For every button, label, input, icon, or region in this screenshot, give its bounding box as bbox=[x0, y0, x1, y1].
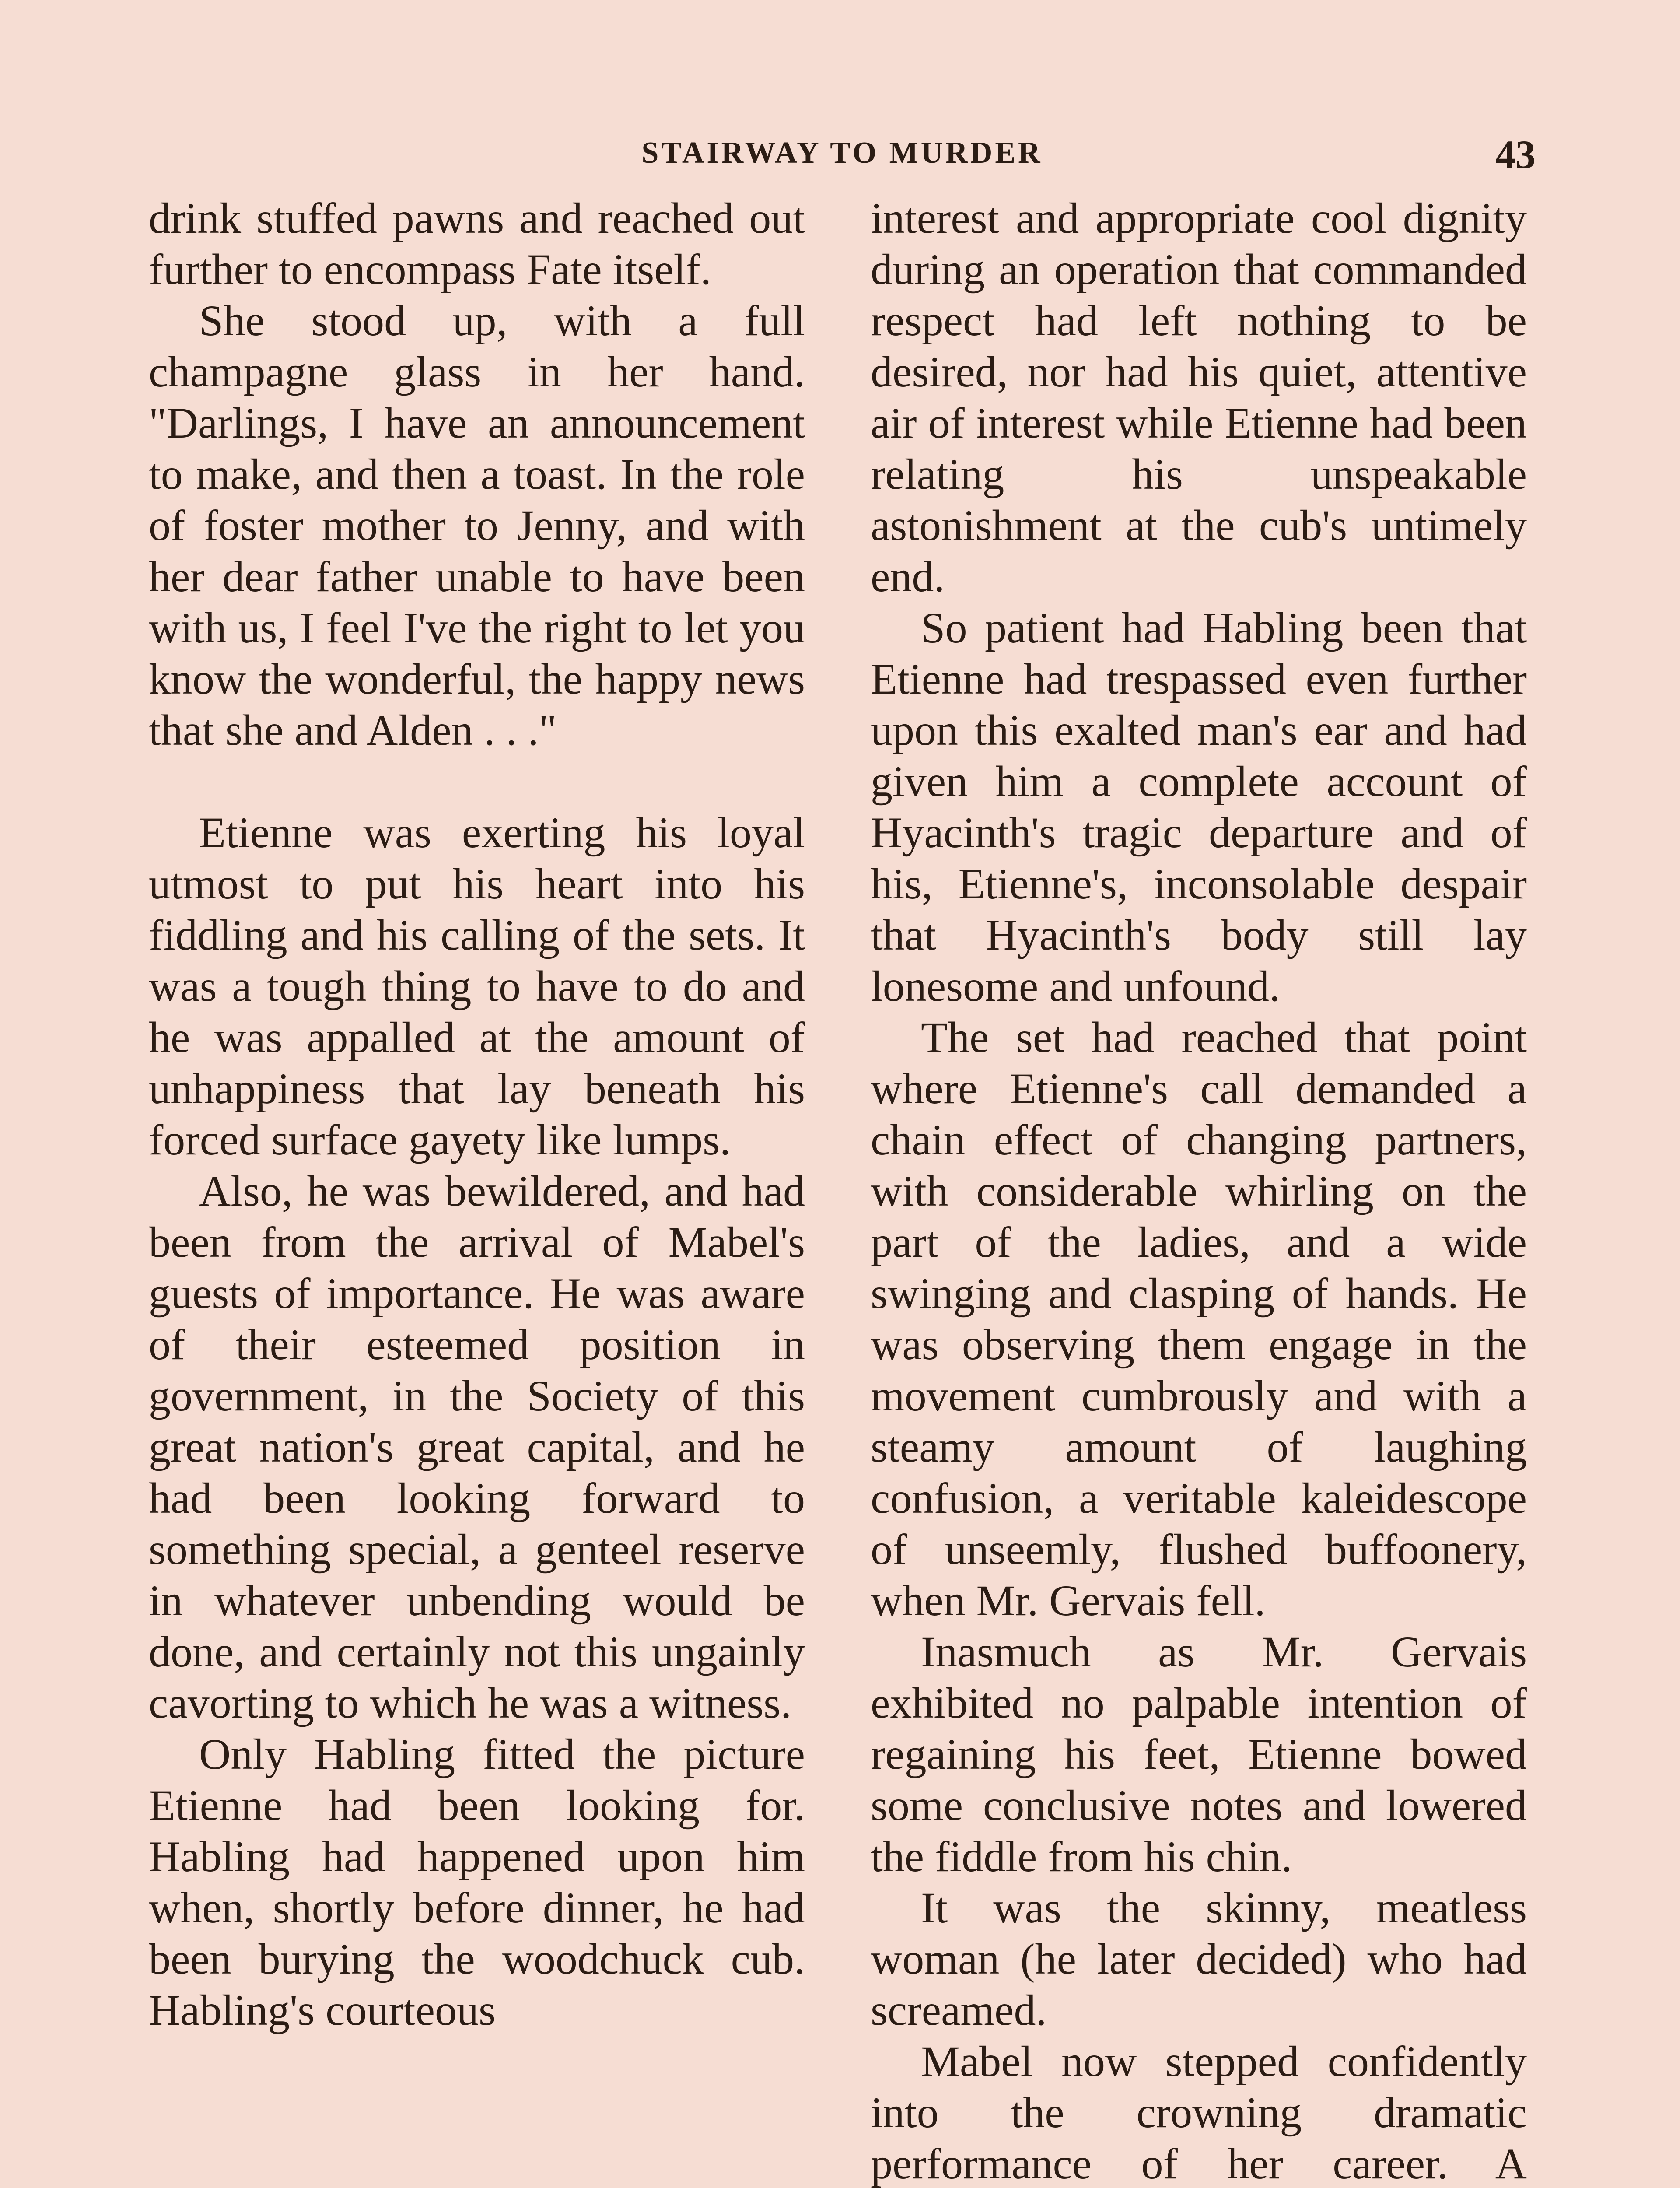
running-title: STAIRWAY TO MURDER bbox=[641, 136, 1043, 170]
paragraph: interest and appropriate cool dignity during an operation that commanded respect had left nothing to be desired, nor had his quiet, attentive air of interest while Etienne had been relating his unspeakable astonishment at the cub's untimely end. bbox=[871, 194, 1527, 601]
right-text-column bbox=[871, 193, 1527, 2188]
page-header bbox=[149, 131, 1536, 179]
paragraph: So patient had Habling been that Etienne had trespassed even further upon this exalted man's ear and had given him a complete account of Hyacinth's tragic departure and of his, Etienne's, inconsolable despair that Hyacinth's body still lay lonesome and unfound. bbox=[871, 603, 1527, 1010]
paragraph: She stood up, with a full champagne glass in her hand. "Darlings, I have an announcement to make, and then a toast. In the role of foster mother to Jenny, and with her dear father unable to have been with us, I feel I've the right to let you know the wonderful, the happy news that she and Alden . . ." bbox=[149, 296, 805, 754]
paragraph: Mabel now stepped confidently into the crowning dramatic performance of her career. A bbox=[871, 2037, 1527, 2188]
paragraph: The set had reached that point where Etienne's call demanded a chain effect of changing partners, with considerable whirling on the part of the ladies, and a wide swinging and clasping of hands. He was observing them engage in the movement cumbrously and with a steamy amount of laughing confusion, a veritable kaleidescope of unseemly, flushed buffoonery, when Mr. Gervais fell. bbox=[871, 1013, 1527, 1625]
paragraph: It was the skinny, meatless woman (he later decided) who had screamed. bbox=[871, 1883, 1527, 2034]
paragraph: drink stuffed pawns and reached out further to encompass Fate itself. bbox=[149, 194, 805, 294]
paragraph: Also, he was bewildered, and had been from the arrival of Mabel's guests of importance. He was aware of their esteemed position in government, in the Society of this great nation's great capital, and he had been looking forward to something special, a genteel reserve in whatever unbending would be done, and certainly not this ungainly cavorting to which he was a witness. bbox=[149, 1167, 805, 1727]
paragraph: Only Habling fitted the picture Etienne had been looking for. Habling had happened upon him when, shortly before dinner, he had been burying the woodchuck cub. Habling's courteous bbox=[149, 1730, 805, 2034]
paragraph: Etienne was exerting his loyal utmost to put his heart into his fiddling and his calling of the sets. It was a tough thing to have to do and he was appalled at the amount of unhappiness that lay beneath his forced surface gayety like lumps. bbox=[149, 808, 805, 1164]
page-number: 43 bbox=[1495, 132, 1536, 177]
left-text-column bbox=[149, 193, 805, 2036]
paragraph: Inasmuch as Mr. Gervais exhibited no palpable intention of regaining his feet, Etienne bowed some conclusive notes and lowered the fiddle from his chin. bbox=[871, 1627, 1527, 1881]
